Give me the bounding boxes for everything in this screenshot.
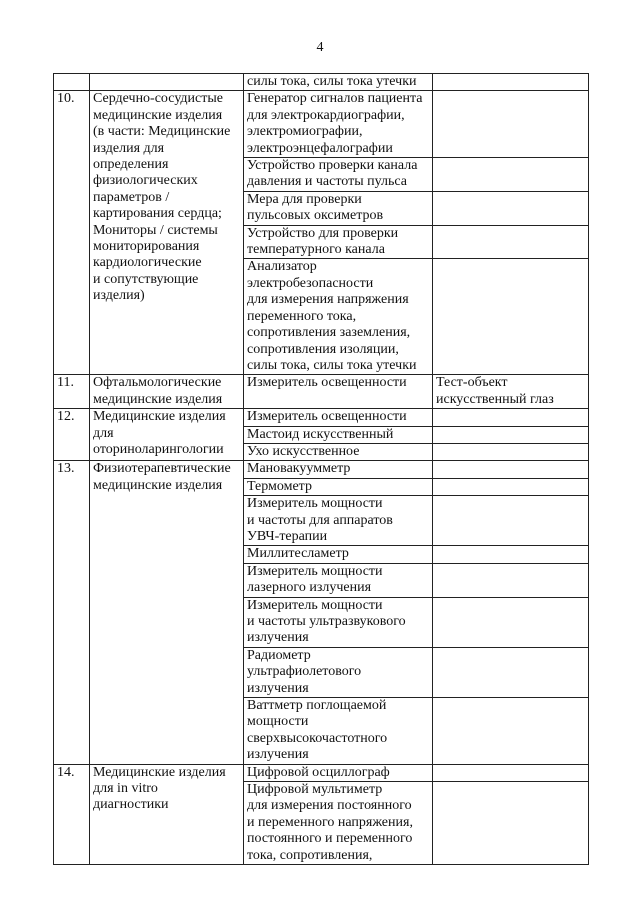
equipment-table bbox=[53, 73, 589, 865]
text-line: искусственный глаз bbox=[436, 391, 554, 407]
text-line: силы тока, силы тока утечки bbox=[247, 74, 417, 89]
text-line: Миллитесламетр bbox=[247, 546, 349, 562]
text-line: Измеритель мощности bbox=[247, 563, 383, 579]
additional-equipment bbox=[433, 647, 589, 697]
text-line: медицинские изделия bbox=[93, 107, 223, 123]
text-line: картирования сердца; bbox=[93, 206, 222, 222]
text-line: для in vitro bbox=[93, 781, 158, 797]
text-line: силы тока, силы тока утечки bbox=[247, 357, 417, 373]
text-line: Измеритель мощности bbox=[247, 496, 383, 512]
table-row bbox=[54, 375, 589, 409]
table-row bbox=[54, 74, 589, 91]
text-line: параметров / bbox=[93, 189, 170, 205]
measuring-instrument bbox=[244, 764, 433, 781]
text-line: изделия) bbox=[93, 288, 145, 304]
measuring-instrument bbox=[244, 443, 433, 460]
text-line: Сердечно-сосудистые bbox=[93, 91, 223, 107]
measuring-instrument bbox=[244, 461, 433, 478]
text-line: Офтальмологические bbox=[93, 375, 222, 391]
text-line: Тест-объект bbox=[436, 375, 508, 391]
text-line: давления и частоты пульса bbox=[247, 174, 407, 190]
text-line: Цифровой осциллограф bbox=[247, 764, 390, 780]
device-category bbox=[90, 91, 244, 375]
additional-equipment bbox=[433, 546, 589, 563]
text-line: постоянного и переменного bbox=[247, 831, 413, 847]
text-line: Анализатор bbox=[247, 259, 317, 275]
text-line: медицинские изделия bbox=[93, 477, 223, 493]
measuring-instrument bbox=[244, 426, 433, 443]
measuring-instrument bbox=[244, 546, 433, 563]
additional-equipment bbox=[433, 91, 589, 158]
text-line: лазерного излучения bbox=[247, 580, 372, 596]
measuring-instrument bbox=[244, 259, 433, 375]
text-line: Измеритель мощности bbox=[247, 597, 383, 613]
text-line: сверхвысокочастотного bbox=[247, 730, 388, 746]
text-line: Ваттметр поглощаемой bbox=[247, 698, 387, 714]
text-line: диагностики bbox=[93, 797, 169, 813]
text-line: пульсовых оксиметров bbox=[247, 208, 384, 224]
text-line: Измеритель освещенности bbox=[247, 375, 407, 391]
table-row bbox=[54, 461, 589, 478]
text-line: Мановакуумметр bbox=[247, 461, 351, 477]
text-line: оториноларингологии bbox=[93, 441, 224, 457]
text-line: мониторирования bbox=[93, 239, 200, 255]
text-line: для измерения постоянного bbox=[247, 798, 412, 814]
page-number: 4 bbox=[316, 40, 324, 55]
additional-equipment bbox=[433, 698, 589, 765]
text-line: Медицинские изделия bbox=[93, 764, 226, 780]
measuring-instrument bbox=[244, 191, 433, 225]
row-number: 14. bbox=[54, 764, 90, 864]
text-line: и частоты ультразвукового bbox=[247, 614, 406, 629]
text-line: для измерения напряжения bbox=[247, 292, 409, 308]
measuring-instrument bbox=[244, 91, 433, 158]
additional-equipment bbox=[433, 426, 589, 443]
measuring-instrument bbox=[244, 409, 433, 426]
measuring-instrument bbox=[244, 478, 433, 495]
text-line: электроэнцефалографии bbox=[247, 140, 393, 156]
additional-equipment bbox=[433, 478, 589, 495]
text-line: кардиологические bbox=[93, 255, 202, 271]
additional-equipment bbox=[433, 443, 589, 460]
text-line: и переменного напряжения, bbox=[247, 814, 413, 830]
additional-equipment bbox=[433, 191, 589, 225]
text-line: физиологических bbox=[93, 173, 198, 189]
text-line: ультрафиолетового bbox=[247, 664, 362, 680]
additional-equipment bbox=[433, 563, 589, 597]
text-line: Мастоид искусственный bbox=[247, 426, 394, 442]
row-number: 12. bbox=[54, 409, 90, 461]
additional-equipment bbox=[433, 461, 589, 478]
additional-equipment bbox=[433, 496, 589, 546]
additional-equipment bbox=[433, 259, 589, 375]
text-line: Физиотерапевтические bbox=[93, 461, 231, 477]
measuring-instrument bbox=[244, 225, 433, 259]
text-line: и частоты для аппаратов bbox=[247, 512, 393, 528]
device-category bbox=[90, 74, 244, 91]
additional-equipment bbox=[433, 74, 589, 91]
measuring-instrument bbox=[244, 647, 433, 697]
text-line: Медицинские изделия bbox=[93, 409, 226, 425]
text-line: электромиографии, bbox=[247, 124, 363, 140]
row-number: 11. bbox=[54, 375, 90, 409]
device-category bbox=[90, 764, 244, 864]
additional-equipment bbox=[433, 375, 589, 409]
text-line: сопротивления заземления, bbox=[247, 325, 411, 341]
text-line: Мониторы / системы bbox=[93, 222, 218, 238]
additional-equipment bbox=[433, 782, 589, 865]
additional-equipment bbox=[433, 225, 589, 259]
text-line: излучения bbox=[247, 630, 309, 646]
text-line: для электрокардиографии, bbox=[247, 107, 405, 123]
equipment-table-body bbox=[54, 74, 589, 865]
measuring-instrument bbox=[244, 375, 433, 409]
measuring-instrument bbox=[244, 496, 433, 546]
row-number: 13. bbox=[54, 461, 90, 764]
table-row bbox=[54, 91, 589, 158]
table-row bbox=[54, 409, 589, 426]
text-line: Цифровой мультиметр bbox=[247, 782, 383, 798]
text-line: УВЧ-терапии bbox=[247, 528, 328, 544]
row-number bbox=[54, 74, 90, 91]
text-line: излучения bbox=[247, 680, 309, 696]
table-row bbox=[54, 764, 589, 781]
text-line: Генератор сигналов пациента bbox=[247, 91, 423, 107]
text-line: Ухо искусственное bbox=[247, 443, 360, 459]
text-line: излучения bbox=[247, 747, 309, 763]
text-line: и сопутствующие bbox=[93, 271, 199, 287]
text-line: для bbox=[93, 425, 114, 441]
text-line: определения bbox=[93, 157, 169, 173]
measuring-instrument bbox=[244, 597, 433, 647]
text-line: мощности bbox=[247, 714, 309, 730]
text-line: Мера для проверки bbox=[247, 191, 362, 207]
text-line: Устройство проверки канала bbox=[247, 158, 418, 174]
measuring-instrument bbox=[244, 782, 433, 865]
text-line: (в части: Медицинские bbox=[93, 124, 231, 140]
measuring-instrument bbox=[244, 698, 433, 765]
text-line: сопротивления изоляции, bbox=[247, 341, 399, 357]
additional-equipment bbox=[433, 409, 589, 426]
text-line: Термометр bbox=[247, 478, 312, 494]
measuring-instrument bbox=[244, 158, 433, 192]
device-category bbox=[90, 409, 244, 461]
row-number: 10. bbox=[54, 91, 90, 375]
text-line: медицинские изделия bbox=[93, 391, 223, 407]
text-line: Устройство для проверки bbox=[247, 225, 399, 241]
device-category bbox=[90, 461, 244, 764]
text-line: температурного канала bbox=[247, 242, 385, 258]
measuring-instrument bbox=[244, 74, 433, 91]
text-line: электробезопасности bbox=[247, 275, 374, 291]
measuring-instrument bbox=[244, 563, 433, 597]
additional-equipment bbox=[433, 597, 589, 647]
text-line: изделия для bbox=[93, 140, 165, 156]
text-line: переменного тока, bbox=[247, 308, 357, 324]
additional-equipment bbox=[433, 158, 589, 192]
text-line: Радиометр bbox=[247, 647, 311, 663]
device-category bbox=[90, 375, 244, 409]
text-line: Измеритель освещенности bbox=[247, 409, 407, 425]
additional-equipment bbox=[433, 764, 589, 781]
text-line: тока, сопротивления, bbox=[247, 847, 373, 863]
